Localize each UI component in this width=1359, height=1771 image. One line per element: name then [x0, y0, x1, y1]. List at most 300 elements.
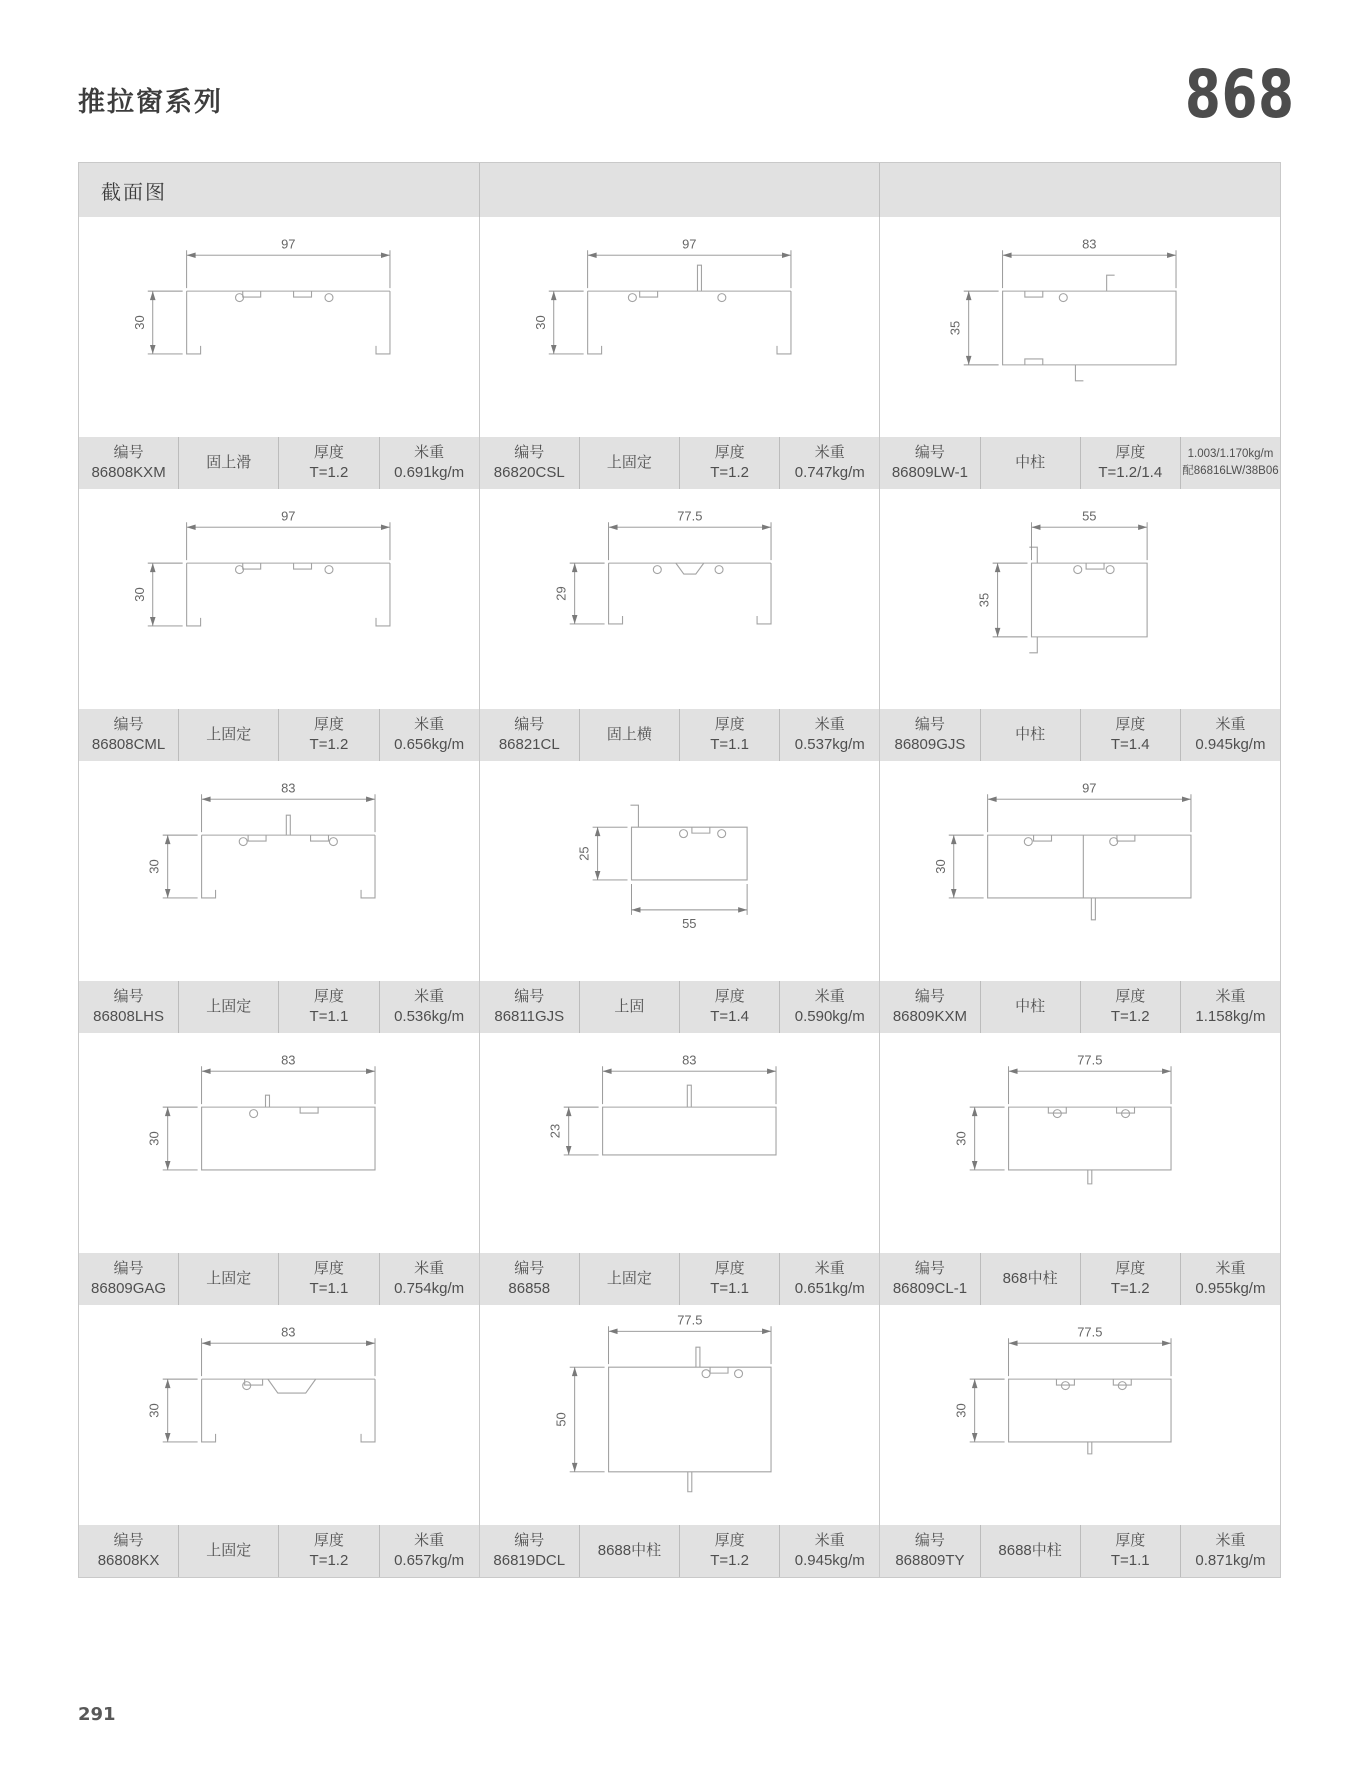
spec-thickness-value: T=1.2: [710, 464, 749, 481]
spec-weight-label: 米重: [814, 443, 845, 461]
spec-code-value: 86820CSL: [493, 464, 565, 481]
spec-weight-value: 0.945kg/m: [794, 1552, 865, 1569]
profile-specs: [79, 437, 479, 489]
profile-drawing: [880, 1305, 1280, 1525]
spec-weight-value: 0.871kg/m: [1195, 1552, 1266, 1569]
profile-section-svg: [880, 1033, 1280, 1253]
profile-outline: [608, 563, 770, 624]
spec-weight: [1180, 1525, 1280, 1577]
spec-code-label: 编号: [113, 987, 144, 1005]
spec-code-value: 86809LW-1: [891, 464, 969, 481]
spec-code: [480, 437, 579, 489]
profile-outline: [187, 291, 390, 354]
spec-code: [480, 709, 579, 761]
profile-outline: [1003, 275, 1176, 381]
dimension-label: 97: [681, 236, 697, 252]
dimension-lines: [964, 250, 1176, 365]
profile-specs: [880, 1253, 1280, 1305]
spec-code: [880, 981, 979, 1033]
sections-grid: [79, 217, 1280, 1577]
profile-drawing: [880, 489, 1280, 709]
profile-row: [79, 217, 1280, 489]
spec-thickness: [1080, 1525, 1180, 1577]
profile-outline: [587, 265, 790, 354]
spec-weight-label: 米重: [1215, 1531, 1246, 1549]
spec-thickness-value: T=1.2: [1110, 1280, 1150, 1297]
profile-section-svg: [79, 489, 479, 709]
section-header-label: 截面图: [101, 181, 167, 204]
profile-section-svg: [79, 217, 479, 437]
spec-code: [880, 709, 979, 761]
dimension-label: 77.5: [1077, 1052, 1103, 1068]
spec-weight-value: 0.537kg/m: [794, 736, 865, 753]
dimension-label: 77.5: [676, 1312, 703, 1328]
spec-code-value: 86809GAG: [91, 1280, 167, 1297]
spec-weight: [1180, 437, 1280, 489]
profile-cell: [880, 761, 1280, 1033]
profile-drawing: [79, 217, 479, 437]
spec-name-value: 上固定: [606, 1269, 652, 1287]
spec-name: [579, 1525, 679, 1577]
spec-weight-label: 米重: [1215, 1259, 1246, 1277]
spec-weight-label: 米重: [814, 715, 845, 733]
dimension-lines: [993, 522, 1147, 637]
dimension-label: 35: [976, 592, 992, 608]
dimension-label: 83: [281, 1052, 296, 1068]
spec-name-value: 上固定: [206, 1541, 252, 1559]
spec-name-value: 中柱: [1015, 997, 1046, 1015]
table-header-cell-2: [480, 163, 881, 217]
dimension-lines: [148, 250, 390, 354]
series-number: 868: [1185, 56, 1295, 133]
profile-drawing: [480, 489, 880, 709]
spec-thickness-value: T=1.4: [1110, 736, 1150, 753]
spec-thickness-value: T=1.2: [1110, 1008, 1150, 1025]
spec-code-label: 编号: [113, 1259, 144, 1277]
profile-section-svg: [480, 1033, 880, 1253]
dimension-lines: [563, 1066, 775, 1155]
spec-weight-value: 0.536kg/m: [394, 1008, 465, 1025]
spec-weight-label: 米重: [814, 1259, 845, 1277]
profile-specs: [880, 709, 1280, 761]
spec-thickness: [679, 1525, 779, 1577]
profile-outline: [187, 563, 390, 626]
spec-code: [880, 1525, 979, 1577]
spec-code: [79, 1253, 178, 1305]
spec-thickness: [278, 1525, 378, 1577]
page-title: 推拉窗系列: [78, 87, 223, 117]
profile-outline: [988, 835, 1191, 920]
spec-name: [980, 437, 1080, 489]
spec-code-label: 编号: [914, 1531, 945, 1549]
spec-code: [79, 1525, 178, 1577]
spec-weight-value: 0.651kg/m: [794, 1280, 865, 1297]
spec-name-value: 上固定: [206, 997, 252, 1015]
spec-code-value: 86808LHS: [93, 1008, 165, 1025]
dimension-label: 83: [681, 1052, 697, 1068]
dimension-lines: [569, 522, 770, 624]
spec-weight-value: 0.754kg/m: [394, 1280, 465, 1297]
spec-weight-value: 1.158kg/m: [1195, 1008, 1266, 1025]
spec-thickness-value: T=1.2/1.4: [1098, 464, 1163, 481]
spec-code-value: 86809KXM: [892, 1008, 968, 1025]
spec-name: [178, 1525, 278, 1577]
spec-name-value: 上固定: [606, 453, 652, 471]
spec-code-value: 86808KX: [97, 1552, 160, 1569]
profile-drawing: [79, 1033, 479, 1253]
spec-code-label: 编号: [113, 443, 144, 461]
spec-weight: [1180, 1253, 1280, 1305]
spec-thickness-label: 厚度: [313, 987, 344, 1005]
profile-outline: [1009, 1379, 1171, 1454]
dimension-lines: [592, 827, 746, 915]
profile-drawing: [79, 1305, 479, 1525]
spec-thickness: [278, 709, 378, 761]
spec-thickness: [1080, 981, 1180, 1033]
profile-drawing: [79, 489, 479, 709]
dimension-lines: [569, 1326, 770, 1472]
spec-weight: [379, 981, 479, 1033]
profile-drawing: [880, 1033, 1280, 1253]
profile-section-svg: [880, 761, 1280, 981]
spec-thickness-value: T=1.2: [309, 1552, 349, 1569]
profile-cell: [79, 1033, 480, 1305]
table-header-cell-1: [79, 163, 480, 217]
spec-thickness: [679, 437, 779, 489]
spec-thickness-label: 厚度: [1115, 1531, 1146, 1549]
spec-weight-label: 米重: [414, 715, 445, 733]
profile-row: [79, 1305, 1280, 1577]
spec-code-label: 编号: [914, 715, 945, 733]
spec-thickness: [278, 1253, 378, 1305]
spec-name: [178, 437, 278, 489]
spec-code-label: 编号: [514, 1259, 545, 1277]
spec-code-value: 86821CL: [498, 736, 560, 753]
profile-section-svg: [79, 1305, 479, 1525]
spec-thickness-label: 厚度: [1115, 987, 1146, 1005]
dimension-label: 83: [1082, 236, 1097, 252]
spec-code-label: 编号: [514, 443, 545, 461]
spec-code-label: 编号: [113, 715, 144, 733]
spec-thickness-label: 厚度: [313, 715, 344, 733]
spec-weight: [379, 437, 479, 489]
spec-weight-label: 米重: [414, 1531, 445, 1549]
spec-thickness-value: T=1.2: [309, 736, 349, 753]
spec-code-label: 编号: [514, 987, 545, 1005]
profile-specs: [480, 1253, 880, 1305]
spec-code: [480, 1253, 579, 1305]
spec-code: [480, 981, 579, 1033]
profile-cell: [880, 1305, 1280, 1577]
spec-weight-value: 1.003/1.170kg/m: [1187, 447, 1274, 460]
spec-thickness-label: 厚度: [1115, 443, 1146, 461]
dimension-lines: [163, 794, 375, 898]
spec-code-label: 编号: [514, 715, 545, 733]
profile-drawing: [79, 761, 479, 981]
spec-thickness: [679, 709, 779, 761]
spec-thickness-label: 厚度: [714, 443, 745, 461]
spec-code-label: 编号: [113, 1531, 144, 1549]
profile-cell: [880, 1033, 1280, 1305]
spec-weight-value: 0.656kg/m: [394, 736, 465, 753]
dimension-label: 30: [146, 859, 162, 874]
spec-code: [480, 1525, 579, 1577]
spec-thickness-label: 厚度: [714, 987, 745, 1005]
dimension-lines: [970, 1338, 1171, 1442]
profile-drawing: [880, 217, 1280, 437]
spec-weight-label: 米重: [1215, 715, 1246, 733]
dimension-label: 30: [131, 315, 147, 330]
spec-weight-value: 0.945kg/m: [1195, 736, 1266, 753]
spec-thickness: [278, 981, 378, 1033]
spec-name: [178, 709, 278, 761]
spec-code-value: 86809CL-1: [892, 1280, 968, 1297]
spec-thickness-label: 厚度: [714, 1259, 745, 1277]
table-header-cell-3: [880, 163, 1280, 217]
spec-weight: [779, 981, 879, 1033]
profile-outline: [1030, 547, 1148, 653]
table-header-row: [79, 163, 1280, 217]
spec-thickness: [1080, 437, 1180, 489]
profile-outline: [202, 1095, 375, 1170]
spec-name: [980, 981, 1080, 1033]
spec-code-value: 86809GJS: [894, 736, 966, 753]
dimension-label: 55: [681, 915, 697, 931]
spec-weight: [779, 709, 879, 761]
profile-cell: [480, 217, 881, 489]
profile-specs: [480, 709, 880, 761]
spec-name-value: 8688中柱: [597, 1541, 662, 1559]
spec-name: [579, 981, 679, 1033]
dimension-label: 30: [131, 587, 147, 602]
spec-code-value: 86811GJS: [494, 1008, 565, 1025]
dimension-label: 29: [553, 586, 569, 601]
spec-code-value: 86819DCL: [493, 1552, 566, 1569]
spec-weight: [779, 1253, 879, 1305]
spec-name: [980, 1525, 1080, 1577]
spec-name: [178, 981, 278, 1033]
dimension-label: 30: [954, 1131, 970, 1146]
profile-section-svg: [880, 217, 1280, 437]
dimension-label: 97: [281, 508, 296, 524]
spec-weight-value: 0.657kg/m: [394, 1552, 465, 1569]
spec-thickness-label: 厚度: [313, 1531, 344, 1549]
profile-cell: [480, 489, 881, 761]
profile-specs: [79, 1253, 479, 1305]
profile-row: [79, 1033, 1280, 1305]
spec-name: [579, 709, 679, 761]
profile-section-svg: [480, 761, 880, 981]
dimension-label: 30: [532, 315, 548, 330]
spec-name-value: 868中柱: [1002, 1269, 1058, 1287]
profile-cell: [79, 761, 480, 1033]
spec-thickness-value: T=1.1: [309, 1280, 349, 1297]
profile-section-svg: [480, 1305, 880, 1525]
spec-thickness: [679, 981, 779, 1033]
spec-thickness-value: T=1.2: [710, 1552, 749, 1569]
spec-thickness-value: T=1.4: [710, 1008, 749, 1025]
dimension-label: 77.5: [676, 508, 703, 524]
profile-specs: [79, 981, 479, 1033]
profile-cell: [880, 217, 1280, 489]
spec-weight: [779, 437, 879, 489]
spec-weight: [779, 1525, 879, 1577]
spec-code-value: 86808CML: [91, 736, 166, 753]
spec-thickness-label: 厚度: [1115, 1259, 1146, 1277]
profile-cell: [79, 489, 480, 761]
spec-code-label: 编号: [914, 987, 945, 1005]
profile-cell: [79, 217, 480, 489]
profile-specs: [480, 981, 880, 1033]
profile-drawing: [880, 761, 1280, 981]
profile-section-svg: [480, 489, 880, 709]
spec-weight-label: 米重: [414, 1259, 445, 1277]
spec-weight: [379, 1525, 479, 1577]
spec-weight-label: 米重: [814, 1531, 845, 1549]
spec-weight-label: 米重: [1215, 987, 1246, 1005]
spec-name: [178, 1253, 278, 1305]
spec-code: [880, 437, 979, 489]
profile-cell: [480, 1305, 881, 1577]
spec-weight-value: 0.590kg/m: [794, 1008, 865, 1025]
profiles-table: [78, 162, 1281, 1578]
spec-name: [980, 1253, 1080, 1305]
profile-cell: [880, 489, 1280, 761]
dimension-lines: [970, 1066, 1171, 1170]
dimension-lines: [548, 250, 790, 354]
profile-section-svg: [880, 1305, 1280, 1525]
spec-name-value: 固上横: [606, 725, 652, 743]
dimension-label: 35: [948, 320, 964, 336]
dimension-label: 30: [933, 859, 949, 874]
spec-name-value: 固上滑: [206, 453, 252, 471]
spec-thickness-value: T=1.1: [309, 1008, 349, 1025]
dimension-label: 25: [576, 846, 592, 861]
spec-name-value: 中柱: [1015, 725, 1046, 743]
spec-thickness-label: 厚度: [714, 715, 745, 733]
dimension-lines: [163, 1066, 375, 1170]
spec-thickness-label: 厚度: [1115, 715, 1146, 733]
profile-outline: [1009, 1107, 1171, 1184]
spec-weight: [379, 1253, 479, 1305]
spec-code-value: 868809TY: [895, 1552, 965, 1569]
profile-cell: [480, 761, 881, 1033]
spec-thickness-value: T=1.2: [309, 464, 349, 481]
spec-weight-extra: 配86816LW/38B06: [1182, 465, 1279, 477]
profile-drawing: [480, 1305, 880, 1525]
spec-thickness-value: T=1.1: [1110, 1552, 1150, 1569]
profile-specs: [79, 1525, 479, 1577]
dimension-label: 23: [547, 1123, 563, 1139]
spec-thickness-label: 厚度: [313, 443, 344, 461]
profile-specs: [880, 437, 1280, 489]
dimension-label: 30: [146, 1403, 162, 1418]
spec-name-value: 上固: [614, 997, 645, 1015]
dimension-label: 55: [1082, 508, 1097, 524]
profile-outline: [608, 1347, 770, 1492]
spec-thickness-value: T=1.1: [710, 1280, 749, 1297]
dimension-label: 83: [281, 780, 296, 796]
spec-weight: [1180, 981, 1280, 1033]
spec-weight-label: 米重: [814, 987, 845, 1005]
spec-thickness-value: T=1.1: [710, 736, 749, 753]
spec-code: [79, 709, 178, 761]
spec-thickness-label: 厚度: [714, 1531, 745, 1549]
dimension-lines: [148, 522, 390, 626]
spec-weight-value: 0.747kg/m: [794, 464, 865, 481]
profile-section-svg: [880, 489, 1280, 709]
spec-name-value: 上固定: [206, 725, 252, 743]
spec-code-value: 86808KXM: [91, 464, 166, 481]
profile-specs: [880, 1525, 1280, 1577]
dimension-label: 30: [146, 1131, 162, 1146]
spec-code-label: 编号: [914, 1259, 945, 1277]
spec-code: [880, 1253, 979, 1305]
profile-specs: [480, 437, 880, 489]
profile-specs: [880, 981, 1280, 1033]
dimension-label: 77.5: [1077, 1324, 1103, 1340]
profile-section-svg: [480, 217, 880, 437]
profile-outline: [202, 815, 375, 898]
profile-outline: [602, 1085, 775, 1155]
spec-weight-label: 米重: [414, 987, 445, 1005]
profile-specs: [480, 1525, 880, 1577]
spec-name-value: 上固定: [206, 1269, 252, 1287]
spec-code-value: 86858: [508, 1280, 551, 1297]
dimension-label: 50: [553, 1412, 569, 1427]
spec-thickness: [1080, 1253, 1180, 1305]
spec-name-value: 中柱: [1015, 453, 1046, 471]
dimension-label: 97: [1082, 780, 1097, 796]
dimension-label: 83: [281, 1324, 296, 1340]
profile-cell: [79, 1305, 480, 1577]
spec-name: [579, 437, 679, 489]
dimension-label: 30: [954, 1403, 970, 1418]
spec-name-value: 8688中柱: [998, 1541, 1062, 1559]
spec-code: [79, 437, 178, 489]
profile-outline: [202, 1379, 375, 1442]
profile-row: [79, 761, 1280, 1033]
spec-weight-value: 0.955kg/m: [1195, 1280, 1266, 1297]
spec-weight-label: 米重: [414, 443, 445, 461]
spec-name: [980, 709, 1080, 761]
profile-cell: [480, 1033, 881, 1305]
spec-thickness: [1080, 709, 1180, 761]
profile-drawing: [480, 1033, 880, 1253]
profile-section-svg: [79, 761, 479, 981]
profile-section-svg: [79, 1033, 479, 1253]
spec-code-label: 编号: [514, 1531, 545, 1549]
profile-row: [79, 489, 1280, 761]
spec-code-label: 编号: [914, 443, 945, 461]
spec-thickness-label: 厚度: [313, 1259, 344, 1277]
spec-weight: [379, 709, 479, 761]
spec-thickness: [278, 437, 378, 489]
page-number: 291: [78, 1704, 116, 1725]
dimension-label: 97: [281, 236, 296, 252]
spec-weight-value: 0.691kg/m: [394, 464, 465, 481]
profile-drawing: [480, 761, 880, 981]
profile-outline: [630, 805, 747, 880]
spec-code: [79, 981, 178, 1033]
profile-drawing: [480, 217, 880, 437]
spec-thickness: [679, 1253, 779, 1305]
spec-weight: [1180, 709, 1280, 761]
dimension-lines: [163, 1338, 375, 1442]
spec-name: [579, 1253, 679, 1305]
dimension-lines: [949, 794, 1191, 898]
profile-specs: [79, 709, 479, 761]
